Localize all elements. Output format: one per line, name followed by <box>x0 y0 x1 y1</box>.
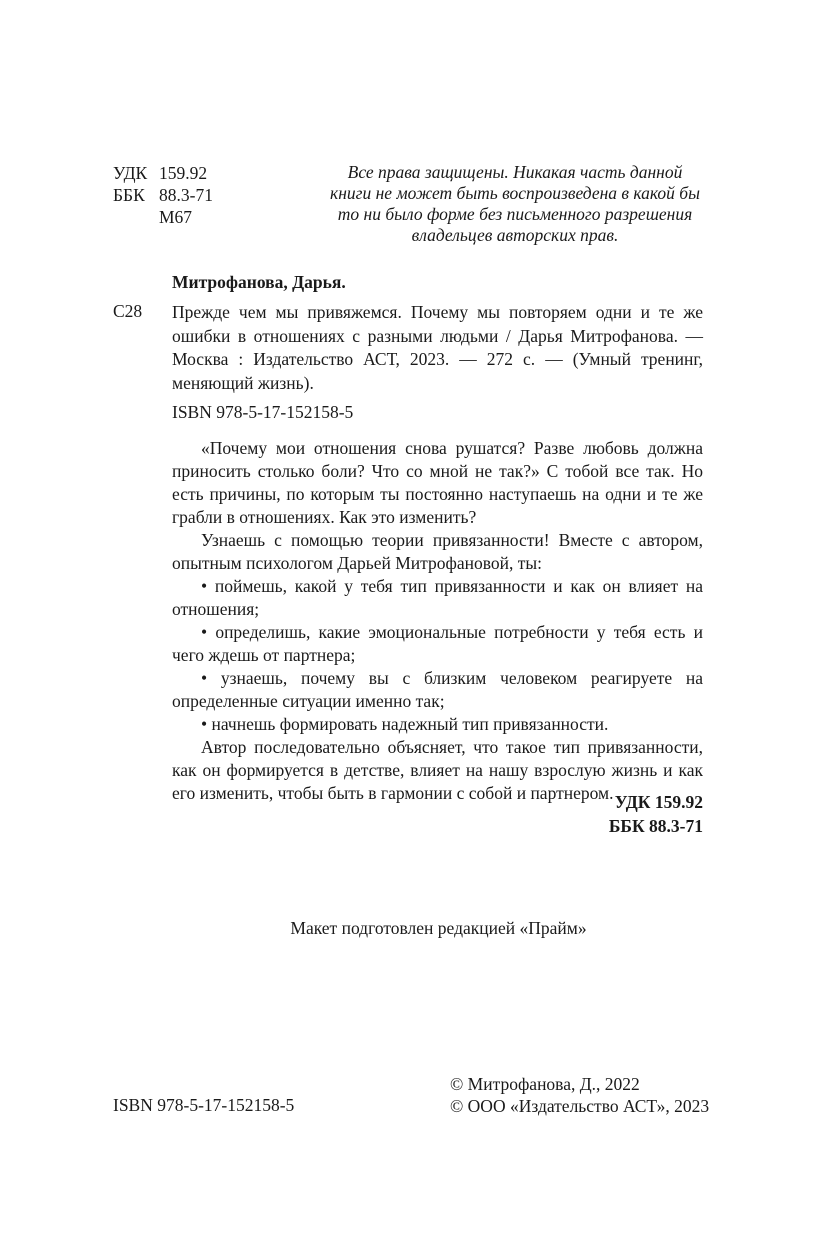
annotation-paragraph: «Почему мои отношения снова рушатся? Разве любовь должна приносить столько боли? Что со мной не так?» С тобой все так. Но есть причины, по которым ты постоянно наступаешь на одни и те же грабли в отношениях. Как это изменить? <box>172 438 703 527</box>
classification-codes <box>113 162 213 228</box>
rights-notice: Все права защищены. Никакая часть данной книги не может быть воспроизведена в какой бы то ни было форме без письменного разрешения владельцев авторских прав. <box>330 162 700 245</box>
udk-row <box>113 162 213 184</box>
record-isbn: ISBN 978-5-17-152158-5 <box>172 402 354 422</box>
udk-value: 159.92 <box>159 163 208 183</box>
bbk-row <box>113 184 213 206</box>
copyright-block <box>450 1073 709 1117</box>
bibliographic-description: Прежде чем мы привяжемся. Почему мы повторяем одни и те же ошибки в отношениях с разными людьми / Дарья Митрофанова. — Москва : Издательство АСТ, 2023. — 272 с. — (Умный тренинг, меняющий жизнь). <box>172 302 703 393</box>
udk-summary: УДК 159.92 <box>614 792 703 812</box>
annotation-paragraph: Автор последовательно объясняет, что такое тип привязанности, как он формируется в детстве, влияет на нашу взрослую жизнь и как его изменить, чтобы быть в гармонии с собой и партнером. <box>172 737 703 803</box>
udk-label: УДК <box>113 163 148 183</box>
annotation <box>172 437 703 805</box>
copyright-publisher: © ООО «Издательство АСТ», 2023 <box>450 1096 710 1116</box>
extra-code-row <box>113 206 213 228</box>
bbk-label: ББК <box>113 185 145 205</box>
annotation-bullet: • начнешь формировать надежный тип привязанности. <box>201 714 609 734</box>
annotation-bullet: • определишь, какие эмоциональные потребности у тебя есть и чего ждешь от партнера; <box>172 622 703 665</box>
annotation-bullet: • поймешь, какой у тебя тип привязанности и как он влияет на отношения; <box>172 576 703 619</box>
author-heading: Митрофанова, Дарья. <box>172 272 346 292</box>
author-mark: С28 <box>113 301 143 321</box>
layout-credit: Макет подготовлен редакцией «Прайм» <box>290 918 587 938</box>
bbk-summary: ББК 88.3-71 <box>608 816 703 836</box>
annotation-paragraph: Узнаешь с помощью теории привязанности! Вместе с автором, опытным психологом Дарьей Митрофановой, ты: <box>172 530 703 573</box>
extra-code: М67 <box>159 207 193 227</box>
copyright-author: © Митрофанова, Д., 2022 <box>450 1074 640 1094</box>
annotation-bullet: • узнаешь, почему вы с близким человеком реагируете на определенные ситуации именно так; <box>172 668 703 711</box>
bbk-value: 88.3-71 <box>159 185 213 205</box>
footer-isbn: ISBN 978-5-17-152158-5 <box>113 1095 295 1115</box>
classification-summary <box>609 790 703 838</box>
